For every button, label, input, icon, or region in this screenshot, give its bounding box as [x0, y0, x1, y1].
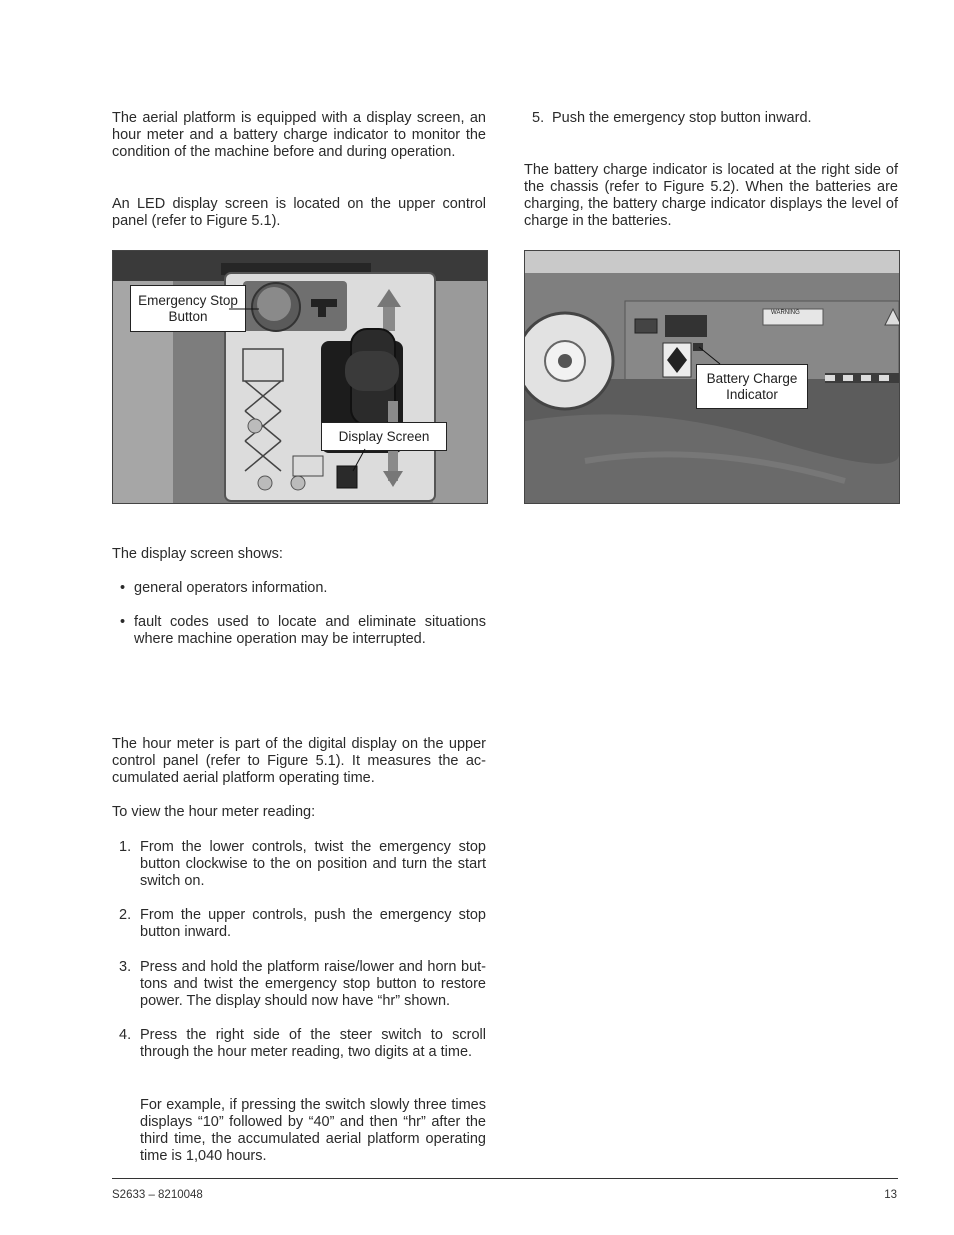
callout-emergency-stop-button: Emergency Stop Button [130, 285, 246, 332]
bullet-item [112, 580, 486, 597]
step-example [112, 1097, 486, 1165]
bullet-item [112, 614, 486, 648]
view-hour-meter-intro: To view the hour meter reading: [112, 804, 316, 820]
step-number: 2. [119, 907, 132, 923]
display-shows-intro: The display screen shows: [112, 546, 283, 562]
battery-indicator-paragraph: The battery charge indicator is located at the right side of the chassis (refer to Figure 5.2). When the batteries are charging, the battery charge indicator displays the level of charge in the batteries. [524, 162, 898, 229]
led-display-paragraph: An LED display screen is located on the upper control panel (refer to Figure 5.1). [112, 196, 486, 229]
step-text: From the upper controls, push the emergency stop button inward. [140, 907, 486, 940]
bullet-text: general operators information. [134, 580, 328, 596]
step-number: 1. [119, 839, 132, 855]
step-item [112, 1027, 486, 1078]
step-item [524, 110, 898, 127]
footer-document-id: S2633 – 8210048 [112, 1189, 203, 1201]
figure-battery-charge-indicator [524, 250, 900, 504]
step-text: Press the right side of the steer switch to scroll through the hour meter reading, two digits at a time. [140, 1027, 486, 1060]
step-number: 3. [119, 959, 132, 975]
bullet-text: fault codes used to locate and eliminate situations where machine operation may be interrupted. [134, 614, 486, 647]
footer-rule [112, 1178, 898, 1179]
footer-page-number: 13 [884, 1189, 897, 1201]
callout-display-screen: Display Screen [321, 422, 447, 451]
hour-meter-paragraph: The hour meter is part of the digital display on the upper control panel (refer to Figure 5.1). It measures the ac-cumulated aerial platform operating time. [112, 736, 486, 786]
example-text: For example, if pressing the switch slowly three times displays “10” followed by “40” and then “hr” after the third time, the accumulated aerial platform operating time is 1,040 hours. [140, 1097, 486, 1164]
warning-label: WARNING [771, 310, 800, 316]
intro-paragraph: The aerial platform is equipped with a display screen, an hour meter and a battery charge indicator to monitor the condition of the machine before and during operation. [112, 110, 486, 160]
bullet-marker: • [120, 580, 126, 596]
step-item [112, 907, 486, 941]
callout-battery-charge-indicator: Battery Charge Indicator [696, 364, 808, 409]
step-text: Press and hold the platform raise/lower and horn but-tons and twist the emergency stop button to restore power. The display should now have “hr” shown. [140, 959, 486, 1009]
step-item [112, 959, 486, 1010]
step-number: 5. [532, 110, 545, 126]
step-item [112, 839, 486, 890]
figure-upper-control-panel [112, 250, 488, 504]
step-text: From the lower controls, twist the emergency stop button clockwise to the on position and turn the start switch on. [140, 839, 486, 889]
step-text: Push the emergency stop button inward. [552, 110, 812, 126]
step-number: 4. [119, 1027, 132, 1043]
bullet-marker: • [120, 614, 126, 630]
